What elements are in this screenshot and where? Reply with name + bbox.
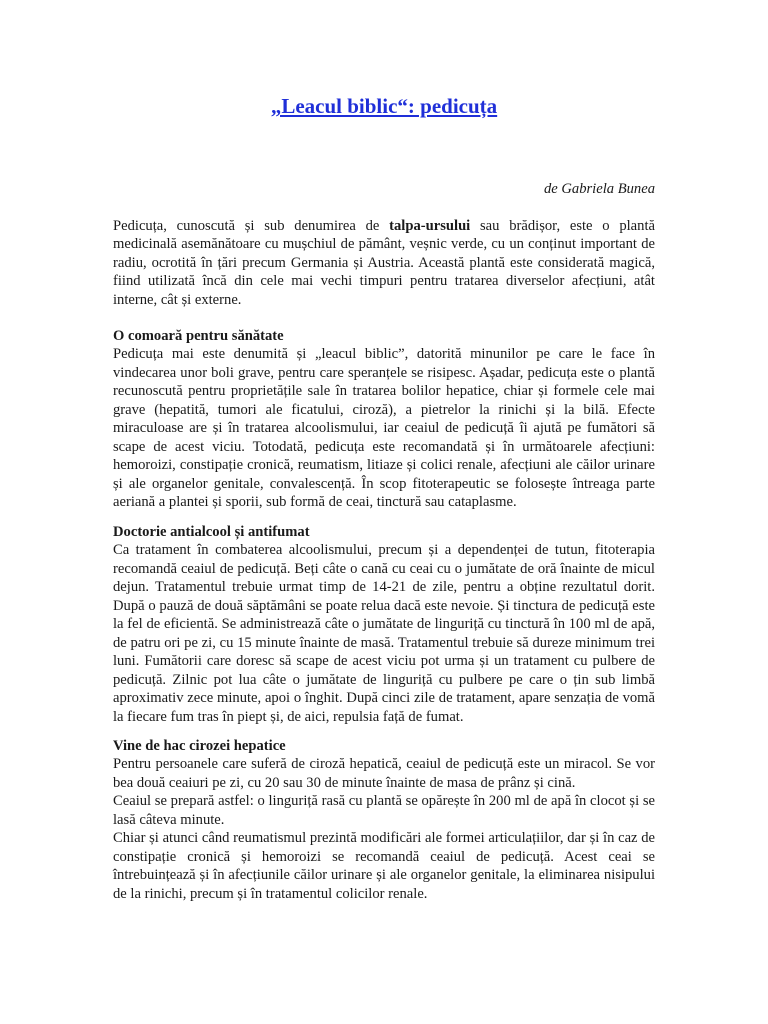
intro-text-after: sau brădișor, este o plantă medicinală asemănătoare cu mușchiul de pământ, veșnic verde, cu un conținut important de radiu, ocrotită în țări precum Germania și Austria. Această plantă este considerată magică, fiind utilizată încă din cele mai vechi timpuri pentru tratarea diverselor afecțiuni, atât interne, cât și externe. xyxy=(113,218,655,308)
section-comoara xyxy=(113,327,655,512)
intro-paragraph xyxy=(113,217,655,309)
section-ciroza xyxy=(113,737,655,903)
section-paragraph: Ceaiul se prepară astfel: o linguriță rasă cu plantă se opărește în 200 ml de apă în clocot și se lasă câteva minute. xyxy=(113,793,655,828)
section-heading: O comoară pentru sănătate xyxy=(113,328,284,344)
section-doctorie xyxy=(113,523,655,726)
section-paragraph: Pedicuța mai este denumită și „leacul biblic”, datorită minunilor pe care le face în vindecarea unor boli grave, pentru care speranțele se risipesc. Așadar, pedicuța este o plantă recunoscută pentru proprietățile sale în tratarea bolilor hepatice, chiar și formele cele mai grave (hepatită, tumori ale ficatului, ciroză), a pietrelor la rinichi și la bilă. Efecte miraculoase are și în tratarea alcoolismului, iar ceaiul de pedicuță îi ajută pe fumători să scape de acest viciu. Totodată, pedicuța este recomandată și în următoarele afecțiuni: hemoroizi, constipație cronică, reumatism, litiaze și colici renale, afecțiuni ale căilor urinare și ale organelor genitale, convalescență. În scop fitoterapeutic se folosește întreaga parte aeriană a plantei și sporii, sub formă de ceai, tinctură sau cataplasme. xyxy=(113,346,655,511)
intro-text-before: Pedicuța, cunoscută și sub denumirea de xyxy=(113,218,390,234)
article-title-link[interactable]: „Leacul biblic“: pedicuța xyxy=(270,94,498,118)
section-heading: Vine de hac cirozei hepatice xyxy=(113,738,286,754)
section-paragraph: Ca tratament în combaterea alcoolismului, precum și a dependenței de tutun, fitoterapia recomandă ceaiul de pedicuță. Beți câte o cană cu ceai cu o jumătate de oră înainte de micul dejun. Tratamentul trebuie urmat timp de 14-21 de zile, pentru a obține rezultatul dorit. După o pauză de două săptămâni se poate relua dacă este nevoie. Și tinctura de pedicuță este la fel de eficientă. Se administrează câte o jumătate de linguriță cu tinctură în 100 ml de apă, de patru ori pe zi, cu 15 minute înainte de masă. Tratamentul trebuie să dureze minimum trei luni. Fumătorii care doresc să scape de acest viciu pot urma și un tratament cu pulbere de pedicuță. Zilnic pot lua câte o jumătate de linguriță cu pulbere pe care o țin sub limbă aproximativ zece minute, apoi o înghit. După cinci zile de tratament, apare senzația de vomă la fiecare fum tras în piept și, de aici, repulsia față de fumat. xyxy=(113,542,655,725)
intro-text-bold: talpa-ursului xyxy=(389,218,471,234)
article-title xyxy=(113,93,655,119)
section-heading: Doctorie antialcool și antifumat xyxy=(113,524,310,540)
article-author: de Gabriela Bunea xyxy=(543,181,655,197)
section-paragraph: Chiar și atunci când reumatismul prezintă modificări ale formei articulațiilor, dar și în caz de constipație cronică și hemoroizi se recomandă ceaiul de pedicuță. Acest ceai se întrebuințează și în afecțiunile căilor urinare și ale organelor genitale, la eliminarea nisipului de la rinichi, precum și în tratamentul colicilor renale. xyxy=(113,830,655,902)
section-paragraph: Pentru persoanele care suferă de ciroză hepatică, ceaiul de pedicuță este un miracol. Se vor bea două ceaiuri pe zi, cu 20 sau 30 de minute înainte de masa de prânz și cină. xyxy=(113,756,655,791)
